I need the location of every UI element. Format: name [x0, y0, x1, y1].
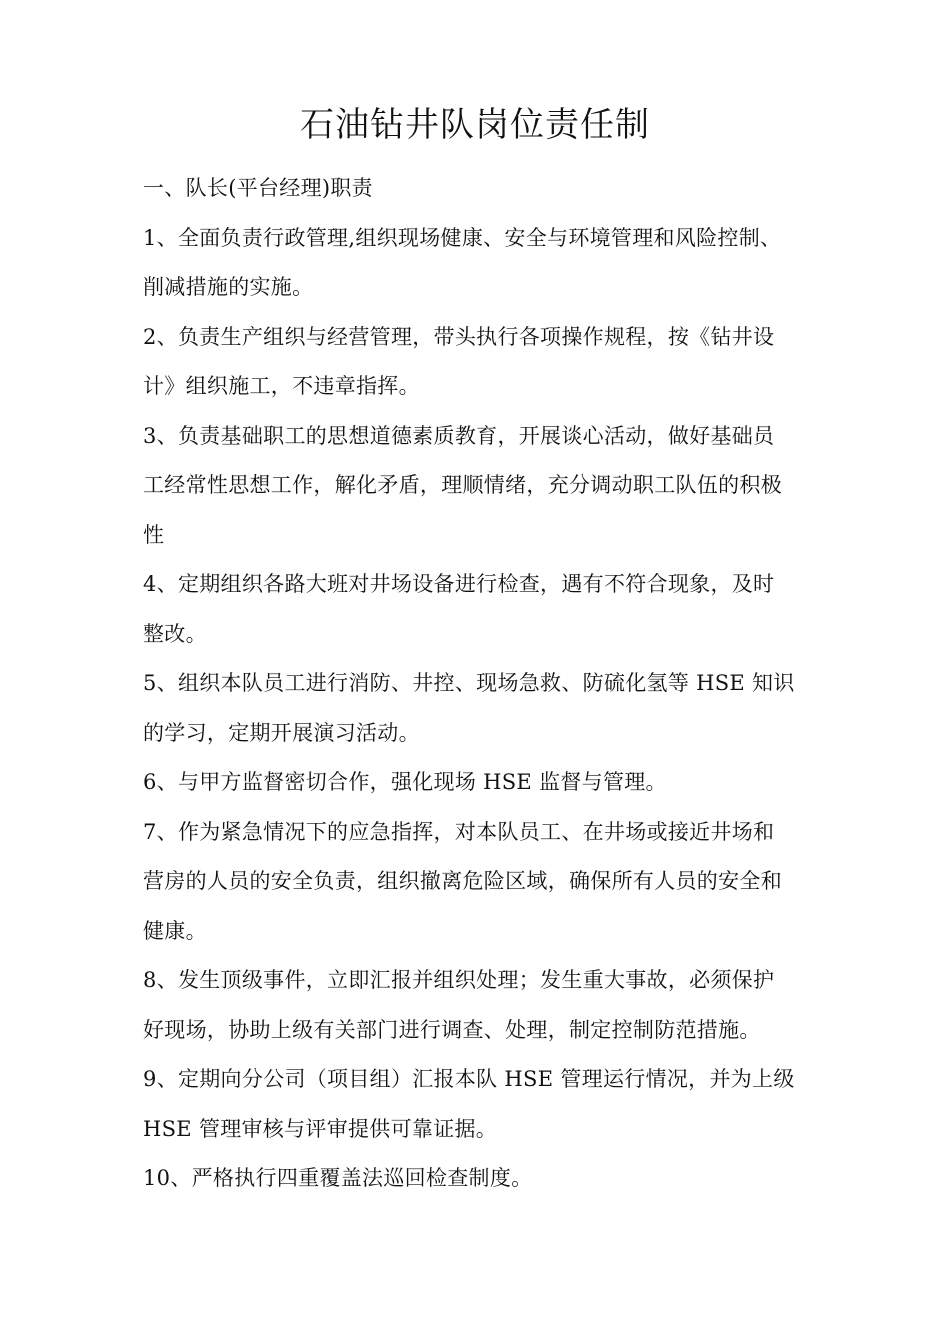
text-line: 性 [143, 522, 165, 547]
document-title: 石油钻井队岗位责任制 [300, 105, 650, 145]
text-line: 好现场，协助上级有关部门进行调查、处理，制定控制防范措施。 [143, 1017, 761, 1042]
text-line: 4、定期组织各路大班对井场设备进行检查，遇有不符合现象，及时 [143, 572, 775, 596]
text-line: 整改。 [143, 621, 207, 646]
section-heading: 一、队长(平台经理)职责 [143, 176, 373, 200]
text-line: 7、作为紧急情况下的应急指挥，对本队员工、在井场或接近井场和 [143, 819, 775, 844]
text-line: 计》组织施工，不违章指挥。 [143, 374, 420, 398]
text-line: 9、定期向分公司（项目组）汇报本队 HSE 管理运行情况，并为上级 [143, 1067, 795, 1091]
document-body [143, 164, 811, 1204]
text-line: 的学习，定期开展演习活动。 [143, 720, 420, 745]
text-line: 10、严格执行四重覆盖法巡回检查制度。 [143, 1166, 533, 1190]
text-line: 3、负责基础职工的思想道德素质教育，开展谈心活动，做好基础员 [143, 423, 775, 448]
text-line: 工经常性思想工作，解化矛盾，理顺情绪，充分调动职工队伍的积极 [143, 473, 782, 497]
text-line: 营房的人员的安全负责，组织撤离危险区域，确保所有人员的安全和 [143, 869, 782, 893]
text-line: 削减措施的实施。 [143, 275, 314, 299]
text-line: 5、组织本队员工进行消防、井控、现场急救、防硫化氢等 HSE 知识 [143, 671, 795, 695]
text-line: HSE 管理审核与评审提供可靠证据。 [143, 1116, 498, 1141]
text-line: 2、负责生产组织与经营管理，带头执行各项操作规程，按《钻井设 [143, 324, 775, 349]
text-line: 8、发生顶级事件，立即汇报并组织处理；发生重大事故，必须保护 [143, 968, 775, 992]
text-line: 健康。 [143, 918, 207, 943]
text-line: 1、全面负责行政管理,组织现场健康、安全与环境管理和风险控制、 [143, 225, 782, 250]
text-line: 6、与甲方监督密切合作，强化现场 HSE 监督与管理。 [143, 770, 667, 794]
